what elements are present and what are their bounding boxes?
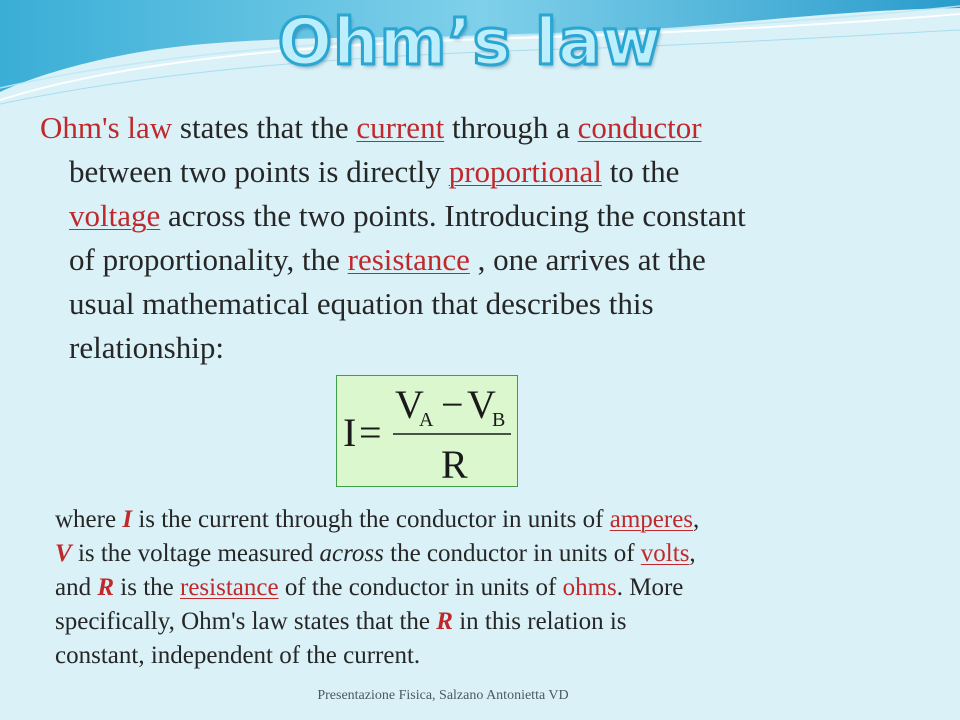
paragraph-line-6: relationship: — [69, 330, 224, 365]
formula-sub-b: B — [492, 409, 506, 431]
explanation-text: . More — [616, 574, 684, 601]
link-resistance[interactable]: resistance — [347, 242, 470, 277]
ohm-law-term: Ohm's law — [40, 110, 173, 145]
ohm-law-paragraph — [40, 106, 920, 370]
link-resistance-2[interactable]: resistance — [180, 574, 279, 601]
ohm-law-formula — [337, 376, 519, 488]
paragraph-line-3 — [40, 194, 920, 238]
paragraph-text: , one arrives at the — [469, 242, 706, 277]
formula-numerator-a: V — [395, 382, 424, 427]
explanation-line-5: constant, independent of the current. — [55, 642, 421, 669]
formula-denominator: R — [441, 442, 468, 487]
variable-v: V — [55, 540, 72, 567]
paragraph-text: of proportionality, the — [69, 242, 348, 277]
explanation-text: specifically, Ohm's law states that the — [55, 608, 437, 635]
explanation-line-2 — [55, 537, 915, 571]
formula-lhs: I — [343, 410, 357, 455]
explanation-text: in this relation is — [452, 608, 627, 635]
explanation-text: where — [55, 506, 123, 533]
explanation-line-4 — [55, 605, 915, 639]
explanation-text: the conductor in units of — [383, 540, 641, 567]
link-proportional[interactable]: proportional — [448, 154, 602, 189]
paragraph-text: through a — [444, 110, 578, 145]
explanation-text: is the — [114, 574, 181, 601]
paragraph-line-1 — [40, 106, 920, 150]
paragraph-line-4 — [40, 238, 920, 282]
variable-r: R — [97, 574, 115, 601]
across-emphasis: across — [319, 540, 384, 567]
variable-i: I — [122, 506, 133, 533]
formula-sub-a: A — [419, 409, 434, 431]
paragraph-text: between two points is directly — [69, 154, 449, 189]
link-amperes[interactable]: amperes — [609, 506, 694, 533]
link-current[interactable]: current — [356, 110, 445, 145]
paragraph-text: states that the — [172, 110, 357, 145]
paragraph-line-5: usual mathematical equation that describes this — [69, 286, 654, 321]
slide-title: Ohm’s law — [277, 6, 663, 80]
paragraph-text: to the — [601, 154, 680, 189]
link-volts[interactable]: volts — [640, 540, 690, 567]
formula-box — [336, 375, 518, 487]
formula-numerator-b: V — [467, 382, 496, 427]
explanation-text: , — [689, 540, 696, 567]
formula-minus: − — [441, 382, 464, 427]
formula-equals: = — [359, 410, 382, 455]
paragraph-line-2 — [40, 150, 920, 194]
link-voltage[interactable]: voltage — [69, 198, 161, 233]
explanation-paragraph — [55, 503, 915, 673]
explanation-line-3 — [55, 571, 915, 605]
slide-footer: Presentazione Fisica, Salzano Antonietta VD — [317, 688, 569, 703]
explanation-text: , — [693, 506, 700, 533]
variable-r: R — [436, 608, 453, 635]
explanation-text: is the voltage measured — [71, 540, 320, 567]
ohms-unit: ohms — [562, 574, 617, 601]
explanation-line-1 — [55, 503, 915, 537]
link-conductor[interactable]: conductor — [577, 110, 702, 145]
explanation-text: of the conductor in units of — [278, 574, 563, 601]
explanation-text: and — [55, 574, 98, 601]
paragraph-text: across the two points. Introducing the constant — [160, 198, 746, 233]
explanation-text: is the current through the conductor in units of — [132, 506, 610, 533]
